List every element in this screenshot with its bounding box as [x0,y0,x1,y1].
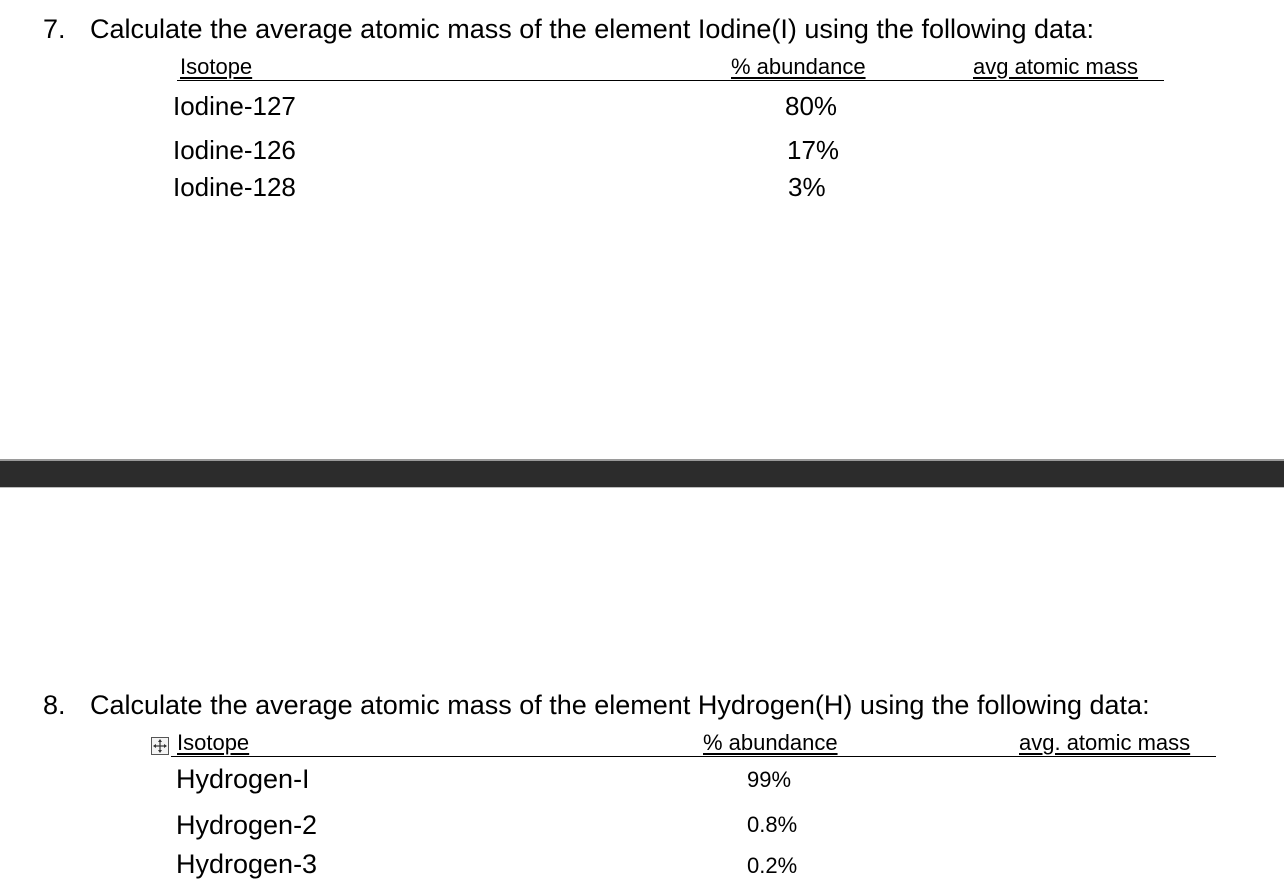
question-8-number: 8. [43,690,66,720]
q7-header-rule [177,80,1164,81]
q8-header-avg-mass: avg. atomic mass [1019,730,1191,755]
q8-row-3-isotope: Hydrogen-3 [176,849,318,879]
q8-row-2-abundance: 0.8% [747,812,798,837]
q7-header-abundance: % abundance [731,54,866,79]
q7-row-3-isotope: Iodine-128 [173,172,296,202]
question-7-number: 7. [43,14,66,44]
q8-header-rule [171,756,1216,757]
q7-header-avg-mass: avg atomic mass [973,54,1139,79]
q7-row-1-isotope: Iodine-127 [173,91,296,121]
table-move-icon[interactable] [151,737,169,755]
page-divider [0,459,1284,488]
q8-header-isotope: Isotope [177,730,250,755]
q8-row-1-isotope: Hydrogen-I [176,764,310,794]
question-8-text: Calculate the average atomic mass of the element Hydrogen(H) using the following data: [90,690,1150,720]
q8-row-2-isotope: Hydrogen-2 [176,810,318,840]
q7-header-isotope: Isotope [180,54,253,79]
q7-row-2-isotope: Iodine-126 [173,135,296,165]
q7-row-1-abundance: 80% [785,91,838,121]
q8-row-1-abundance: 99% [747,767,792,792]
q8-header-abundance: % abundance [703,730,838,755]
question-7-text: Calculate the average atomic mass of the element Iodine(I) using the following data: [90,14,1095,44]
q8-row-3-abundance: 0.2% [747,853,798,878]
q7-row-3-abundance: 3% [788,172,826,202]
q7-row-2-abundance: 17% [787,135,840,165]
